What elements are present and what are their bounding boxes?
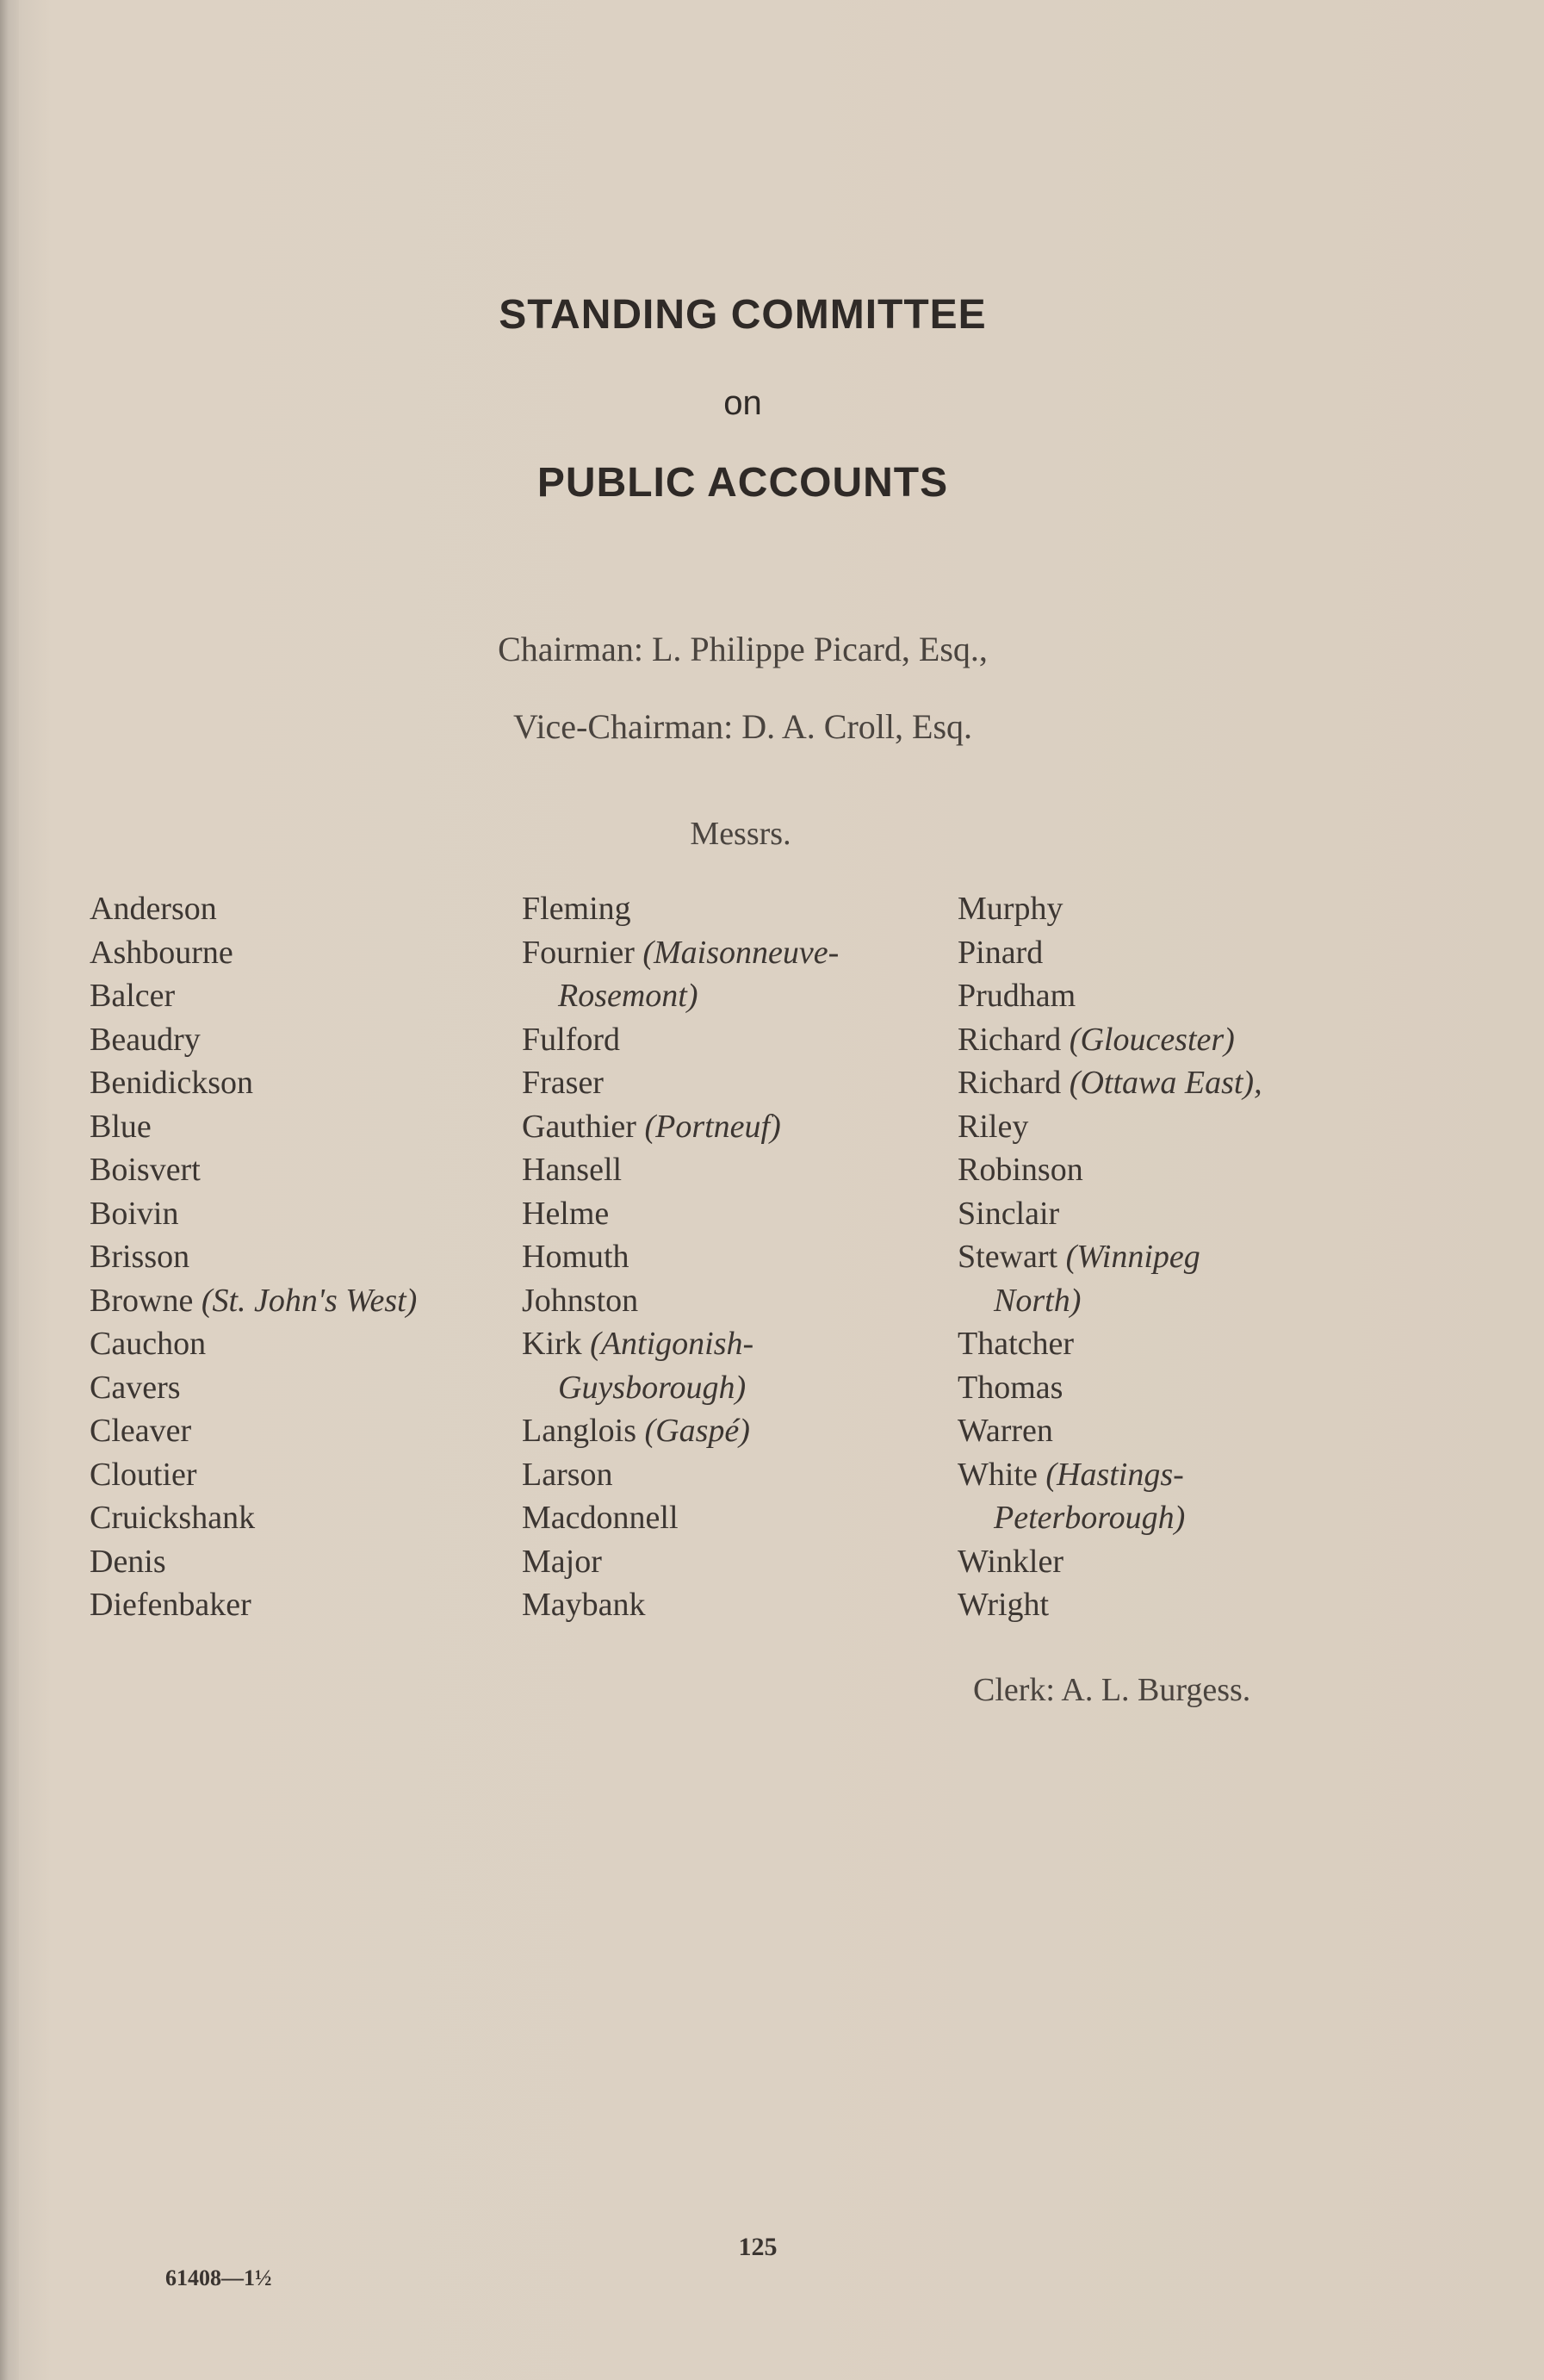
member-name: Richard — [958, 1021, 1062, 1058]
member-name: Prudham — [958, 978, 1076, 1014]
messrs-label: Messrs. — [690, 816, 791, 852]
member-entry — [522, 1322, 839, 1366]
member-name: Homuth — [522, 1239, 629, 1275]
member-name: Boisvert — [90, 1152, 201, 1188]
member-name: Riley — [958, 1108, 1029, 1145]
member-name: Cavers — [90, 1369, 181, 1406]
page-number: 125 — [738, 2233, 778, 2261]
member-name: Kirk — [522, 1326, 582, 1362]
member-name: Cleaver — [90, 1413, 192, 1449]
member-name: Cruickshank — [90, 1500, 256, 1536]
member-column-1 — [90, 887, 417, 1627]
committee-title: STANDING COMMITTEE — [499, 292, 987, 338]
member-name: Beaudry — [90, 1021, 201, 1058]
member-name: Brisson — [90, 1239, 190, 1275]
member-name: Thomas — [958, 1369, 1063, 1406]
member-name: Blue — [90, 1108, 152, 1145]
member-riding: (Antigonish- — [590, 1326, 754, 1362]
member-name: Johnston — [522, 1282, 639, 1319]
member-riding: (Gloucester) — [1069, 1021, 1235, 1058]
member-entry — [522, 1105, 839, 1149]
member-name: Browne — [90, 1282, 194, 1319]
member-name: Anderson — [90, 891, 217, 927]
member-name: Sinclair — [958, 1195, 1060, 1232]
member-entry — [958, 1235, 1262, 1279]
member-riding-continued: North) — [994, 1282, 1082, 1319]
member-name: Cauchon — [90, 1326, 207, 1362]
member-name: Maybank — [522, 1587, 646, 1623]
member-name: Richard — [958, 1065, 1062, 1101]
page-binding-edge — [0, 0, 19, 2380]
clerk-line: Clerk: A. L. Burgess. — [973, 1672, 1251, 1708]
member-entry — [958, 1453, 1262, 1497]
member-name: Major — [522, 1543, 602, 1580]
member-name: Ashbourne — [90, 934, 233, 971]
committee-title-connector: on — [723, 384, 762, 422]
member-name: Balcer — [90, 978, 176, 1014]
vice-chairman-line: Vice-Chairman: D. A. Croll, Esq. — [512, 707, 973, 746]
member-riding: (Maisonneuve- — [642, 934, 840, 971]
member-name: Robinson — [958, 1152, 1083, 1188]
member-entry — [90, 1279, 417, 1323]
member-riding: (Portneuf) — [644, 1108, 781, 1145]
member-riding: (Winnipeg — [1065, 1239, 1200, 1275]
member-riding: (St. John's West) — [201, 1282, 418, 1319]
member-name: Cloutier — [90, 1456, 197, 1493]
chairman-line: Chairman: L. Philippe Picard, Esq., — [498, 630, 988, 668]
member-name: Larson — [522, 1456, 613, 1493]
member-name: Gauthier — [522, 1108, 636, 1145]
member-name: Fulford — [522, 1021, 620, 1058]
committee-subject-title: PUBLIC ACCOUNTS — [536, 460, 949, 506]
member-name: Benidickson — [90, 1065, 253, 1101]
member-name: Wright — [958, 1587, 1050, 1623]
member-entry — [958, 1018, 1262, 1062]
member-riding: (Gaspé) — [644, 1413, 750, 1449]
member-name: Stewart — [958, 1239, 1058, 1275]
member-entry — [522, 1409, 839, 1453]
member-column-2 — [522, 887, 839, 1627]
member-name: Langlois — [522, 1413, 636, 1449]
member-name: Murphy — [958, 891, 1063, 927]
member-riding: (Ottawa East), — [1069, 1065, 1262, 1101]
member-name: Denis — [90, 1543, 166, 1580]
member-riding-continued: Guysborough) — [558, 1369, 747, 1406]
member-name: Warren — [958, 1413, 1053, 1449]
printer-signature-code: 61408—1½ — [165, 2265, 272, 2290]
member-name: Macdonnell — [522, 1500, 679, 1536]
member-name: Hansell — [522, 1152, 623, 1188]
member-name: Winkler — [958, 1543, 1063, 1580]
member-name: Diefenbaker — [90, 1587, 251, 1623]
member-column-3 — [958, 887, 1262, 1627]
member-name: Fleming — [522, 891, 631, 927]
member-name: Fournier — [522, 934, 635, 971]
member-name: Helme — [522, 1195, 610, 1232]
member-entry — [522, 931, 839, 975]
member-entry — [958, 1061, 1262, 1105]
member-riding: (Hastings- — [1045, 1456, 1184, 1493]
member-name: Boivin — [90, 1195, 179, 1232]
member-name: White — [958, 1456, 1038, 1493]
member-riding-continued: Rosemont) — [558, 978, 698, 1014]
member-name: Pinard — [958, 934, 1044, 971]
member-name: Thatcher — [958, 1326, 1075, 1362]
member-name: Fraser — [522, 1065, 604, 1101]
member-riding-continued: Peterborough) — [994, 1500, 1186, 1536]
